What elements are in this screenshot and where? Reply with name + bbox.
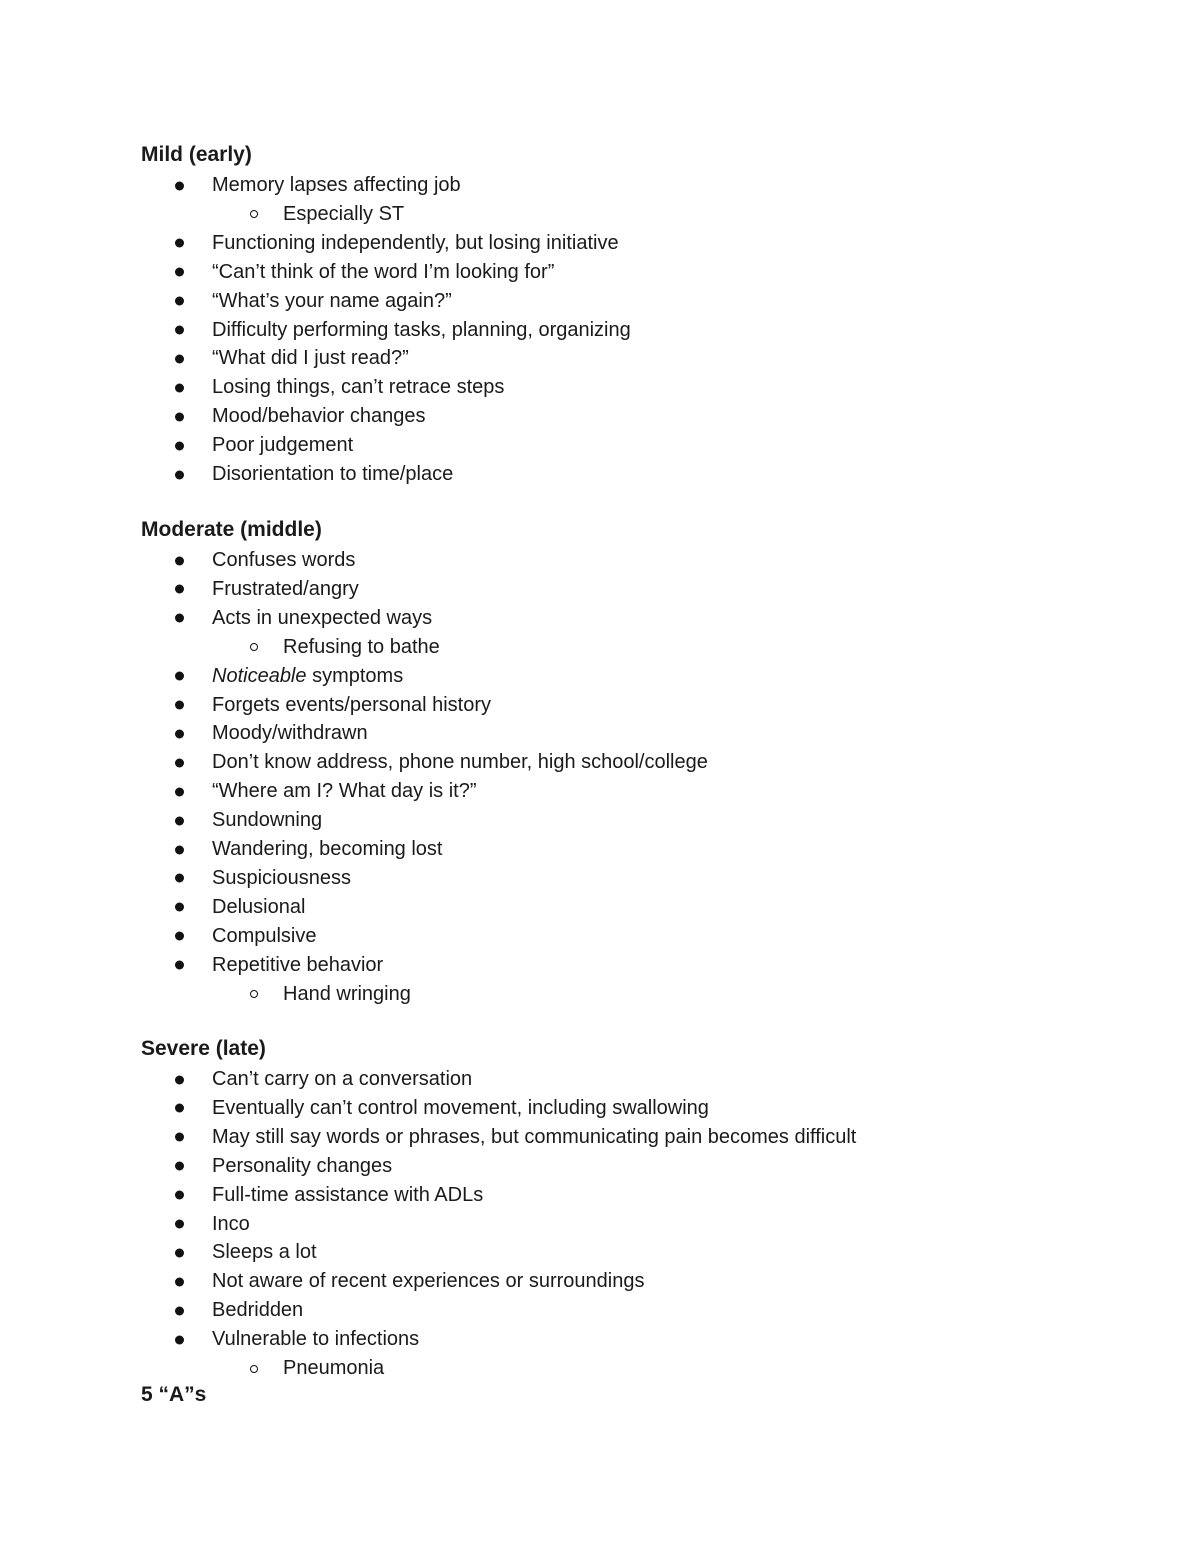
list-item — [212, 604, 432, 633]
bullet-icon — [175, 441, 184, 450]
list-item-text: Disorientation to time/place — [212, 463, 454, 485]
list-item — [212, 922, 316, 951]
list-item-text: Full-time assistance with ADLs — [212, 1183, 484, 1206]
list-item — [212, 1267, 644, 1296]
bullet-icon — [175, 1104, 184, 1113]
list-item-text: Compulsive — [212, 924, 317, 947]
list-item — [212, 1238, 317, 1267]
bullet-icon — [175, 326, 184, 335]
list-item-text: Bedridden — [212, 1299, 304, 1322]
section-heading: Moderate (middle) — [141, 518, 322, 541]
list-item-text: Frustrated/angry — [212, 577, 359, 600]
bullet-icon — [175, 1248, 184, 1257]
list-item — [212, 402, 425, 431]
bullet-icon — [175, 1162, 184, 1171]
list-item-text: Inco — [212, 1212, 250, 1235]
list-item-text: Personality changes — [212, 1154, 393, 1177]
list-item — [212, 748, 708, 777]
bullet-icon — [175, 181, 184, 190]
bullet-icon — [175, 1191, 184, 1200]
list-item — [212, 171, 461, 200]
list-item-text: “Where am I? What day is it?” — [212, 780, 477, 803]
bullet-icon — [175, 239, 184, 248]
bullet-icon — [175, 1075, 184, 1084]
list-item-text: Confuses words — [212, 549, 356, 571]
list-item — [212, 1094, 709, 1123]
list-item — [212, 691, 491, 720]
bullet-icon — [175, 585, 184, 594]
list-item-text: Not aware of recent experiences or surroundings — [212, 1270, 645, 1293]
list-item — [212, 835, 443, 864]
bullet-icon — [175, 932, 184, 941]
list-item — [212, 864, 351, 893]
list-item — [212, 1210, 250, 1239]
list-item — [212, 287, 452, 316]
list-item-text: Mood/behavior changes — [212, 405, 426, 428]
list-item-text: Sundowning — [212, 809, 323, 832]
list-item — [212, 1296, 303, 1325]
list-item-text: Acts in unexpected ways — [212, 606, 433, 629]
list-item — [212, 719, 368, 748]
bullet-icon — [175, 412, 184, 421]
bullet-icon — [175, 729, 184, 738]
bullet-icon — [175, 1220, 184, 1229]
list-item-text: Especially ST — [283, 202, 405, 225]
bullet-icon — [175, 1335, 184, 1344]
bullet-icon — [175, 614, 184, 623]
list-item-text: Memory lapses affecting job — [212, 174, 461, 196]
list-item — [212, 316, 631, 345]
list-item-text: Wandering, becoming lost — [212, 838, 443, 860]
list-item-text: Hand wringing — [283, 982, 411, 1005]
list-item — [212, 575, 359, 604]
list-item — [212, 1325, 419, 1354]
list-item — [212, 1065, 472, 1094]
list-item-text: Difficulty performing tasks, planning, organizing — [212, 318, 631, 341]
list-item-text: Vulnerable to infections — [212, 1328, 420, 1351]
section-heading: Mild (early) — [141, 143, 252, 166]
bullet-icon — [175, 268, 184, 277]
sub-list-item — [283, 1354, 384, 1383]
list-item — [212, 777, 477, 806]
list-item-text: Delusional — [212, 895, 306, 918]
list-item-text: Poor judgement — [212, 434, 354, 457]
bullet-icon — [175, 354, 184, 363]
list-item — [212, 1123, 856, 1152]
bullet-icon — [175, 701, 184, 710]
bullet-icon — [175, 787, 184, 796]
list-item-text: Suspiciousness — [212, 866, 351, 889]
list-item — [212, 806, 322, 835]
hollow-bullet-icon — [250, 643, 258, 651]
list-item-text: Don’t know address, phone number, high school/college — [212, 751, 708, 774]
bullet-icon — [175, 383, 184, 392]
section-heading: Severe (late) — [141, 1037, 266, 1060]
bullet-icon — [175, 1133, 184, 1142]
sub-list-item — [283, 200, 404, 229]
bullet-icon — [175, 556, 184, 565]
bullet-icon — [175, 816, 184, 825]
list-item — [212, 546, 355, 575]
list-item-text: “What’s your name again?” — [212, 289, 452, 312]
closing-heading: 5 “A”s — [141, 1383, 207, 1406]
list-item — [212, 951, 383, 980]
list-item-text: Repetitive behavior — [212, 953, 384, 976]
list-item — [212, 344, 409, 373]
bullet-icon — [175, 845, 184, 854]
list-item — [212, 662, 403, 691]
sub-list-item — [283, 980, 411, 1009]
list-item-text: Moody/withdrawn — [212, 722, 368, 745]
list-item-text: Forgets events/personal history — [212, 693, 492, 716]
list-item — [212, 893, 305, 922]
list-item-text: May still say words or phrases, but communicating pain becomes difficult — [212, 1125, 857, 1148]
list-item-text: Losing things, can’t retrace steps — [212, 376, 505, 399]
list-item-text: “What did I just read?” — [212, 347, 409, 370]
hollow-bullet-icon — [250, 210, 258, 218]
list-item-text: Pneumonia — [283, 1357, 385, 1379]
list-item — [212, 1152, 392, 1181]
list-item-text: Sleeps a lot — [212, 1241, 317, 1264]
bullet-icon — [175, 903, 184, 912]
bullet-icon — [175, 1306, 184, 1315]
list-item — [212, 431, 353, 460]
list-item-text: “Can’t think of the word I’m looking for” — [212, 260, 555, 283]
bullet-icon — [175, 874, 184, 883]
bullet-icon — [175, 758, 184, 767]
list-item — [212, 258, 554, 287]
list-item-text: Refusing to bathe — [283, 635, 440, 658]
list-item — [212, 229, 619, 258]
list-item — [212, 460, 453, 489]
bullet-icon — [175, 672, 184, 681]
list-item — [212, 373, 504, 402]
hollow-bullet-icon — [250, 990, 258, 998]
sub-list-item — [283, 633, 440, 662]
list-item — [212, 1181, 483, 1210]
bullet-icon — [175, 961, 184, 970]
list-item-text: Functioning independently, but losing initiative — [212, 231, 619, 254]
list-item-emphasis: Noticeable — [212, 664, 307, 687]
list-item-text: symptoms — [306, 664, 404, 687]
bullet-icon — [175, 1277, 184, 1286]
hollow-bullet-icon — [250, 1365, 258, 1373]
bullet-icon — [175, 297, 184, 306]
list-item-text: Can’t carry on a conversation — [212, 1068, 473, 1090]
list-item-text: Eventually can’t control movement, including swallowing — [212, 1096, 709, 1119]
bullet-icon — [175, 470, 184, 479]
